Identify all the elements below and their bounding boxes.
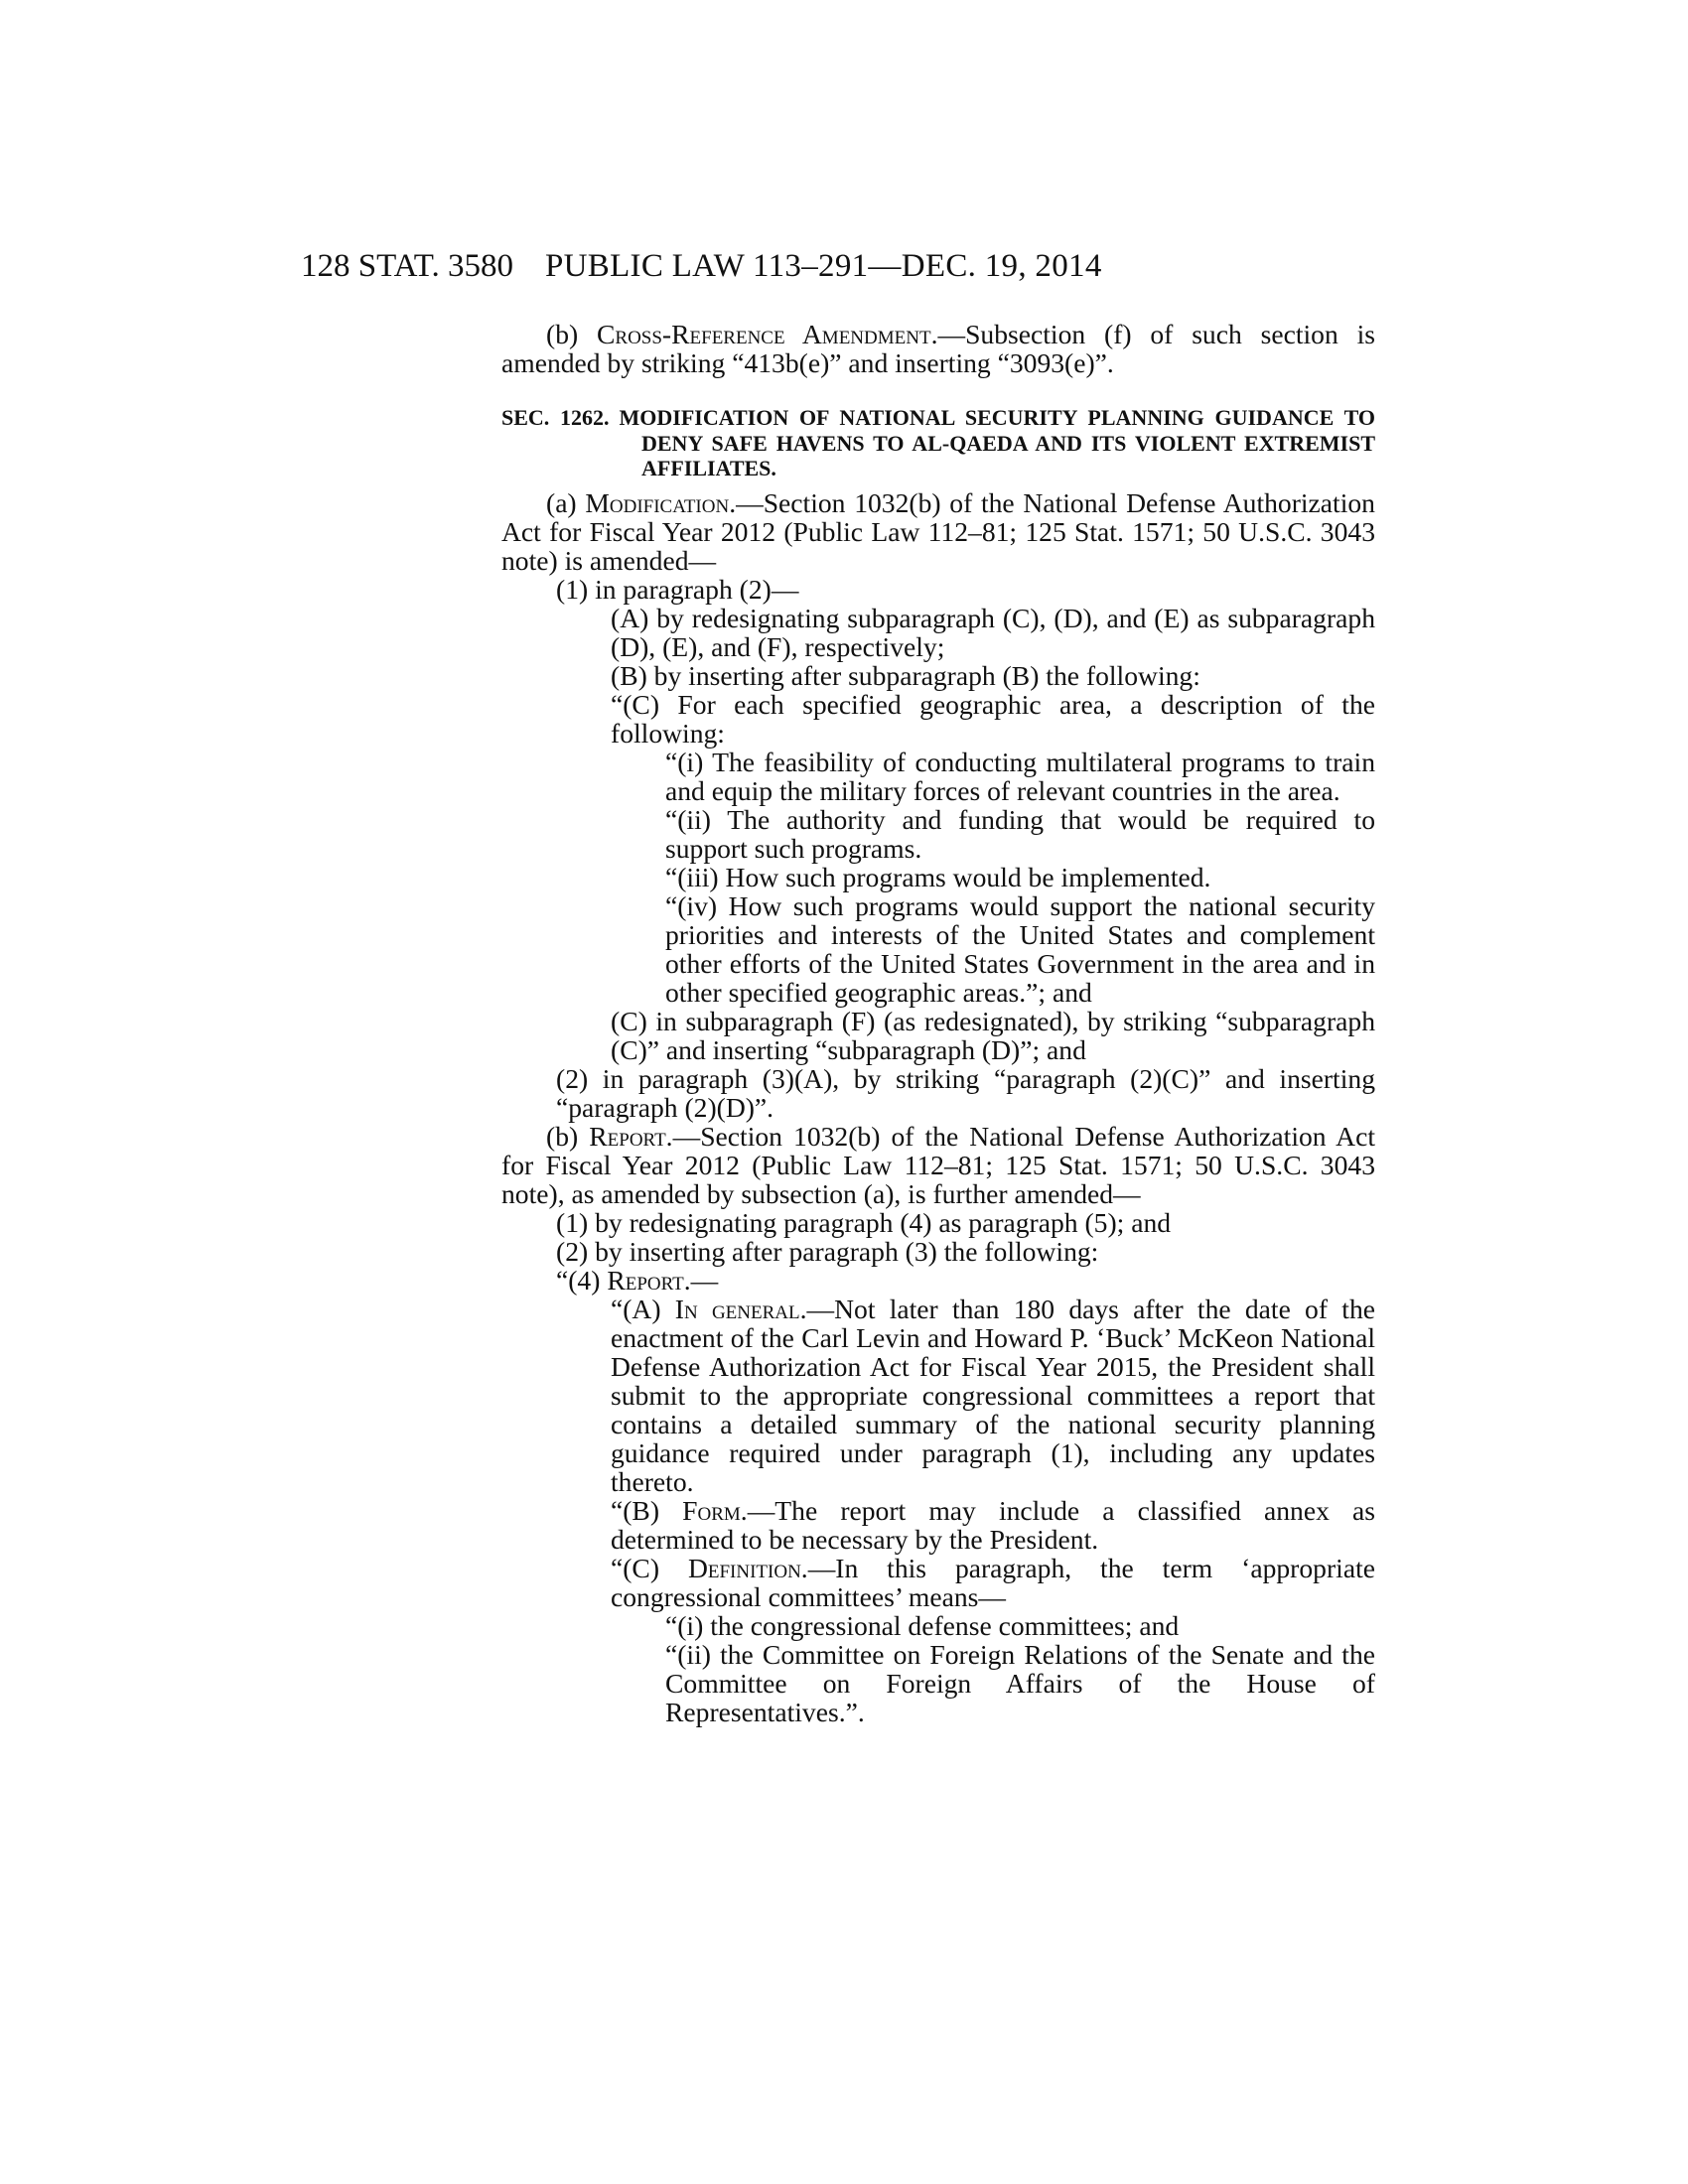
- statute-page-number: 128 STAT. 3580: [301, 248, 514, 284]
- subparagraph-a1C: (C) in subparagraph (F) (as redesignated), by striking “subparagraph (C)” and inserting “subparagraph (D)”; and: [611, 1005, 1375, 1065]
- quoted-clause-i: “(i) The feasibility of conducting multilateral programs to train and equip the military forces of relevant countries in the area.: [665, 746, 1375, 806]
- quoted-subparagraph-4A: “(A) In general.—Not later than 180 days after the date of the enactment of the Carl Levin and Howard P. ‘Buck’ McKeon National Defense Authorization Act for Fiscal Year 2015, the President shall submit to the appropriate congressional committees a report that contains a detailed summary of the national security planning guidance required under paragraph (1), including any updates thereto.: [611, 1293, 1375, 1497]
- section-heading: [501, 405, 1375, 481]
- paragraph-b2: (2) by inserting after paragraph (3) the following:: [556, 1235, 1099, 1267]
- quoted-clause-ii: “(ii) The authority and funding that would be required to support such programs.: [665, 803, 1375, 864]
- paragraph-heading: Report.: [607, 1264, 691, 1296]
- subparagraph-heading: Form.: [682, 1494, 748, 1526]
- subsection-heading: Modification.: [585, 486, 737, 518]
- subsection-heading: Report.: [589, 1120, 673, 1152]
- quoted-clause-4Ci: “(i) the congressional defense committees; and: [665, 1609, 1180, 1641]
- subsection-heading: Cross-Reference Amendment.: [597, 319, 938, 349]
- paragraph-b1: (1) by redesignating paragraph (4) as paragraph (5); and: [556, 1206, 1172, 1238]
- paragraph-a2: (2) in paragraph (3)(A), by striking “paragraph (2)(C)” and inserting “paragraph (2)(D)”.: [556, 1062, 1375, 1123]
- quoted-clause-iv: “(iv) How such programs would support the national security priorities and interests of the United States and complement other efforts of the United States Government in the area and in other specified geographic areas.”; and: [665, 889, 1375, 1008]
- quoted-subparagraph-4C: “(C) Definition.—In this paragraph, the term ‘appropriate congressional committees’ means—: [611, 1552, 1375, 1612]
- quoted-subparagraph-4B: “(B) Form.—The report may include a classified annex as determined to be necessary by the President.: [611, 1494, 1375, 1555]
- quoted-subparagraph-C: “(C) For each specified geographic area, a description of the following:: [611, 688, 1375, 749]
- subparagraph-heading: Definition.: [687, 1552, 808, 1583]
- subsection-b-report: (b) Report.—Section 1032(b) of the National Defense Authorization Act for Fiscal Year 2012 (Public Law 112–81; 125 Stat. 1571; 50 U.S.C. 3043 note), as amended by subsection (a), is further amended—: [501, 1120, 1375, 1209]
- subparagraph-a1A: (A) by redesignating subparagraph (C), (D), and (E) as subparagraph (D), (E), and (F), respectively;: [611, 602, 1375, 662]
- subparagraph-heading: In general.: [674, 1293, 807, 1324]
- paragraph-a1: (1) in paragraph (2)—: [556, 573, 799, 605]
- document-body: [501, 320, 1375, 1726]
- subsection-b-cross-reference: (b) Cross-Reference Amendment.—Subsection (f) of such section is amended by striking “413b(e)” and inserting “3093(e)”.: [501, 319, 1375, 378]
- section-number: SEC. 1262.: [501, 405, 610, 430]
- quoted-paragraph-4: “(4) Report.—: [556, 1264, 719, 1296]
- subparagraph-a1B: (B) by inserting after subparagraph (B) the following:: [611, 659, 1200, 691]
- subsection-a: (a) Modification.—Section 1032(b) of the National Defense Authorization Act for Fiscal Year 2012 (Public Law 112–81; 125 Stat. 1571; 50 U.S.C. 3043 note) is amended—: [501, 486, 1375, 576]
- section-title: MODIFICATION OF NATIONAL SECURITY PLANNING GUIDANCE TO DENY SAFE HAVENS TO AL-QAEDA AND ITS VIOLENT EXTREMIST AFFILIATES.: [619, 405, 1375, 480]
- running-title: PUBLIC LAW 113–291—DEC. 19, 2014: [545, 248, 1102, 284]
- quoted-clause-iii: “(iii) How such programs would be implemented.: [665, 861, 1211, 892]
- quoted-clause-4Cii: “(ii) the Committee on Foreign Relations of the Senate and the Committee on Foreign Affairs of the House of Representatives.”.: [665, 1638, 1375, 1727]
